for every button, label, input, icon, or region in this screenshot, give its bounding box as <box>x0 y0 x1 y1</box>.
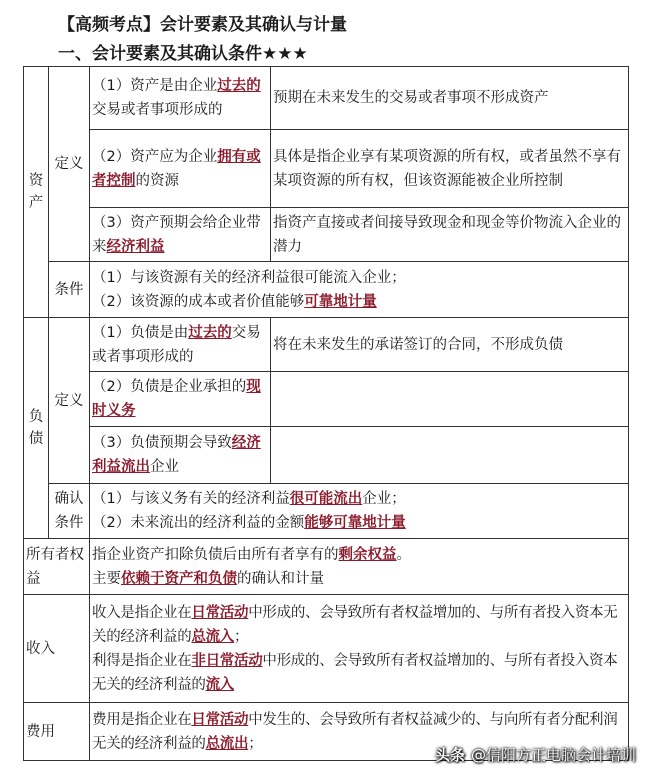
liability-label: 负债 <box>24 318 49 539</box>
table-cell: （1）负债是由过去的交易或者事项形成的 <box>90 318 271 372</box>
table-cell: 指企业资产扣除负债后由所有者享有的剩余权益。 主要依赖于资产和负债的确认和计量 <box>90 539 629 595</box>
table-row <box>24 595 629 703</box>
watermark-logo: 头条 <box>434 746 465 764</box>
revenue-label: 收入 <box>24 595 90 703</box>
liability-condition-label: 确认条件 <box>49 484 90 539</box>
table-cell: 具体是指企业享有某项资源的所有权，或者虽然不享有某项资源的所有权，但该资源能被企业所控制 <box>271 130 629 208</box>
table-cell: （1）资产是由企业过去的交易或者事项形成的 <box>90 67 271 130</box>
table-cell: 预期在未来发生的交易或者事项不形成资产 <box>271 67 629 130</box>
table-row <box>24 484 629 539</box>
section-heading: 一、会计要素及其确认条件★★★ <box>58 44 308 64</box>
asset-definition-label: 定义 <box>49 67 90 262</box>
asset-condition-label: 条件 <box>49 262 90 318</box>
table-row <box>24 262 629 318</box>
watermark-text: @信阳方正电脑会计培训 <box>470 746 636 764</box>
table-row <box>24 539 629 595</box>
table-cell: （2）资产应为企业拥有或者控制的资源 <box>90 130 271 208</box>
equity-label: 所有者权益 <box>24 539 90 595</box>
table-cell <box>271 427 629 484</box>
asset-label: 资产 <box>24 67 49 318</box>
watermark <box>435 744 636 765</box>
table-cell: 收入是指企业在日常活动中形成的、会导致所有者权益增加的、与所有者投入资本无关的经济利益的总流入； 利得是指企业在非日常活动中形成的、会导致所有者权益增加的、与所有者投入资本无关的经济利益的流入 <box>90 595 629 703</box>
table-cell: 将在未来发生的承诺签订的合同，不形成负债 <box>271 318 629 372</box>
table-row <box>24 67 629 130</box>
accounting-elements-table <box>23 66 629 761</box>
liability-definition-label: 定义 <box>49 318 90 484</box>
table-cell: （3）负债预期会导致经济利益流出企业 <box>90 427 271 484</box>
page-title: 【高频考点】会计要素及其确认与计量 <box>58 15 347 35</box>
table-row <box>24 318 629 372</box>
table-row <box>24 208 629 262</box>
table-cell: 指资产直接或者间接导致现金和现金等价物流入企业的潜力 <box>271 208 629 262</box>
table-cell: 费用是指企业在日常活动中发生的、会导致所有者权益减少的、与向所有者分配利润无关的经济利益的总流出； <box>90 703 629 761</box>
table-row <box>24 372 629 427</box>
table-cell: （3）资产预期会给企业带来经济利益 <box>90 208 271 262</box>
expense-label: 费用 <box>24 703 90 761</box>
table-cell: （2）负债是企业承担的现时义务 <box>90 372 271 427</box>
table-cell <box>271 372 629 427</box>
table-cell: （1）与该义务有关的经济利益很可能流出企业； （2）未来流出的经济利益的金额能够可靠地计量 <box>90 484 629 539</box>
table-row <box>24 427 629 484</box>
table-cell: （1）与该资源有关的经济利益很可能流入企业； （2）该资源的成本或者价值能够可靠地计量 <box>90 262 629 318</box>
table-row <box>24 130 629 208</box>
